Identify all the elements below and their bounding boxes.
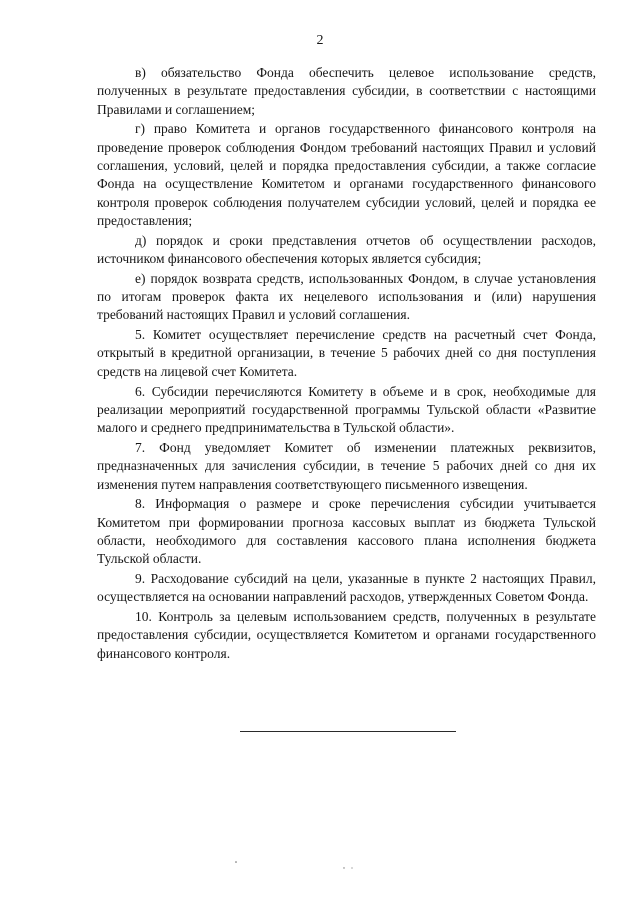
paragraph-6: 6. Субсидии перечисляются Комитету в объеме и в срок, необходимые для реализации мероприятий государственной программы Тульской области «Развитие малого и среднего предпринимательства в Тульской области». [97, 383, 596, 436]
paragraph-9: 9. Расходование субсидий на цели, указанные в пункте 2 настоящих Правил, осуществляется на основании направлений расходов, утвержденных Советом Фонда. [97, 571, 596, 605]
paragraph-item-v: в) обязательство Фонда обеспечить целевое использование средств, полученных в результате предоставления субсидии, в соответствии с настоящими Правилами и соглашением; [97, 65, 596, 117]
paragraph-7: 7. Фонд уведомляет Комитет об изменении платежных реквизитов, предназначенных для зачисления субсидии, в течение 5 рабочих дней со дня их изменения путем направления соответствующего письменного извещения. [97, 439, 596, 492]
paragraph-10: 10. Контроль за целевым использованием средств, полученных в результате предоставления субсидии, осуществляется Комитетом и органами государственного финансового контроля. [97, 609, 596, 661]
page-number: 2 [316, 33, 324, 48]
paragraph-8: 8. Информация о размере и сроке перечисления субсидии учитывается Комитетом при формировании прогноза кассовых выплат из бюджета Тульской области, необходимого для составления кассового плана исполнения бюджета Тульской области. [97, 496, 596, 567]
paragraph-item-e: е) порядок возврата средств, использованных Фондом, в случае установления по итогам проверок факта их нецелевого использования и (или) нарушения требований настоящих Правил и условий соглашения. [97, 270, 596, 323]
paragraph-item-g: г) право Комитета и органов государственного финансового контроля на проведение проверок соблюдения Фондом требований настоящих Правил и условий соглашения, условий, целей и порядка предоставления субсидии, а также согласие Фонда на осуществление Комитетом и органами государственного финансового контроля проверок соблюдения получателем субсидии условий, целей и порядка ее предоставления; [97, 121, 596, 228]
paragraph-item-d: д) порядок и сроки представления отчетов об осуществлении расходов, источником финансового обеспечения которых является субсидия; [97, 232, 596, 266]
paragraph-5: 5. Комитет осуществляет перечисление средств на расчетный счет Фонда, открытый в кредитной организации, в течение 5 рабочих дней со дня поступления средств на лицевой счет Комитета. [97, 327, 596, 379]
